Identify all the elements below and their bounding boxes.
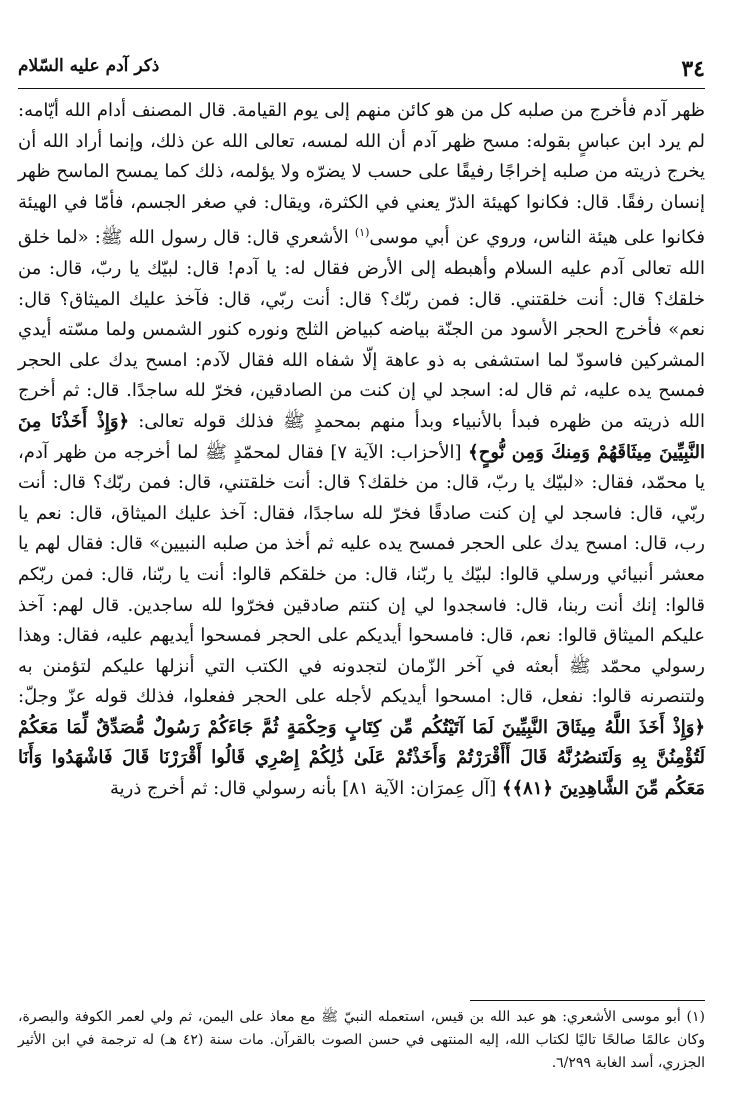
footnote-separator [470,1000,705,1001]
header-rule [18,88,705,89]
text-part-3: [الأحزاب: الآية ٧] فقال لمحمّدٍ ﷺ لما أخرجه من ظهر آدم، يا محمّد، فقال: «لبيّك يا ربّ، قال: من خلقك؟ قال: أنت خلقتني، قال: فمن ربّك؟ قال: أنت ربّي، قال: فاسجد لي إن كنت صادقًا فخرّ لله ساجدًا، فقال: آخذ عليك الميثاق، قال: نعم يا رب، قال: امسح يدك على الحجر فمسح يده عليه ثم أخذ من صلبه النبيين» قال: فقال لهم يا معشر أنبيائي ورسلي قالوا: لبيّك يا ربّنا، قال: من خلقكم قالوا: أنت يا ربّنا، قال: فمن ربّكم قالوا: إنك أنت ربنا، قال: فاسجدوا لي إن كنتم صادقين فخرّوا لله ساجدين. قال لهم: آخذ عليكم الميثاق قالوا: نعم، قال: فامسحوا أيديكم على الحجر فمسحوا أيديهم عليه، فقال: وهذا رسولي محمّد ﷺ أبعثه في آخر الزّمان لتجدونه في الكتب التي أنزلها عليكم لتؤمنن به ولتنصرنه قالوا: نفعل، قال: امسحوا أيديكم لأجله على الحجر ففعلوا، فذلك قوله عزّ وجلّ: [18,441,705,708]
page-number: ٣٤ [681,56,705,82]
text-part-2: الأشعري قال: قال رسول الله ﷺ: «لما خلق الله تعالى آدم عليه السلام وأهبطه إلى الأرض فقال له: يا آدم! قال: لبيّك يا ربّ، قال: من خلقك؟ قال: أنت خلقتني. قال: فمن ربّك؟ قال: أنت ربّي، قال: فآخذ عليك الميثاق؟ قال: نعم» فأخرج الحجر الأسود من الجنّة بياضه كبياض الثلج ونوره كنور الشمس ولما مسّته أيدي المشركين فاسودّ لما استشفى به ذو عاهة إلّا شفاه الله فقال لآدم: امسح يدك على الحجر فمسح يده عليه، ثم قال له: اسجد لي إن كنت من الصادقين، فخرّ لله ساجدًا. قال: ثم أخرج الله ذريته من ظهره فبدأ بالأنبياء وبدأ منهم بمحمدٍ ﷺ فذلك قوله تعالى: [18,227,706,432]
text-part-1: ظهر آدم فأخرج من صلبه كل من هو كائن منهم إلى يوم القيامة. قال المصنف أدام الله أيّامه: لم يرد ابن عباسٍ بقوله: مسح ظهر آدم أن الله لمسه، تعالى الله عن ذلك، وإنما أراد الله أن يخرج ذريته من صلبه إخراجًا رفيقًا على حسب لا يضرّه ولا يؤلمه، ذلك كما يمسح الماسح ظهر إنسان رفقًا. قال: فكانوا كهيئة الذرّ يعني في الكثرة، ويقال: في صغر الجسم، فأمّا في الهيئة فكانوا على هيئة الناس، وروي عن أبي موسى [18,100,706,249]
main-text [18,96,705,805]
main-paragraph [18,96,705,805]
text-part-4: [آل عِمرَان: الآية ٨١] بأنه رسولي قال: ثم أخرج ذرية [109,778,502,800]
quran-verse-ahzab: ﴿وَإِذْ أَخَذْنَا مِنَ النَّبِيِّينَ مِيثَاقَهُمْ وَمِنكَ وَمِن نُّوحٍ﴾ [18,410,706,463]
footnote [18,1006,705,1075]
page-header [18,52,705,88]
running-title: ذكر آدم عليه السّلام [18,56,160,76]
footnote-reference: (١) [354,226,370,240]
footnote-text: (١) أبو موسى الأشعري: هو عبد الله بن قيس، استعمله النبيّ ﷺ مع معاذ على اليمن، ثم ولي لعمر الكوفة والبصرة، وكان عالمًا صالحًا تاليًا لكتاب الله، إليه المنتهى في حسن الصوت بالقرآن. مات سنة (٤٢ هـ) له ترجمة في ابن الأثير الجزري، أسد الغابة ٦/٢٩٩. [18,1009,705,1071]
quran-verse-al-imran: ﴿وَإِذْ أَخَذَ اللَّهُ مِيثَاقَ النَّبِيِّينَ لَمَا آتَيْتُكُم مِّن كِتَابٍ وَحِكْمَةٍ ثُمَّ جَاءَكُمْ رَسُولٌ مُّصَدِّقٌ لِّمَا مَعَكُمْ لَتُؤْمِنُنَّ بِهِ وَلَتَنصُرُنَّهُ قَالَ أَأَقْرَرْتُمْ وَأَخَذْتُمْ عَلَىٰ ذَٰلِكُمْ إِصْرِي قَالُوا أَقْرَرْنَا قَالَ فَاشْهَدُوا وَأَنَا مَعَكُم مِّنَ الشَّاهِدِينَ ﴿٨١﴾﴾ [18,716,705,800]
